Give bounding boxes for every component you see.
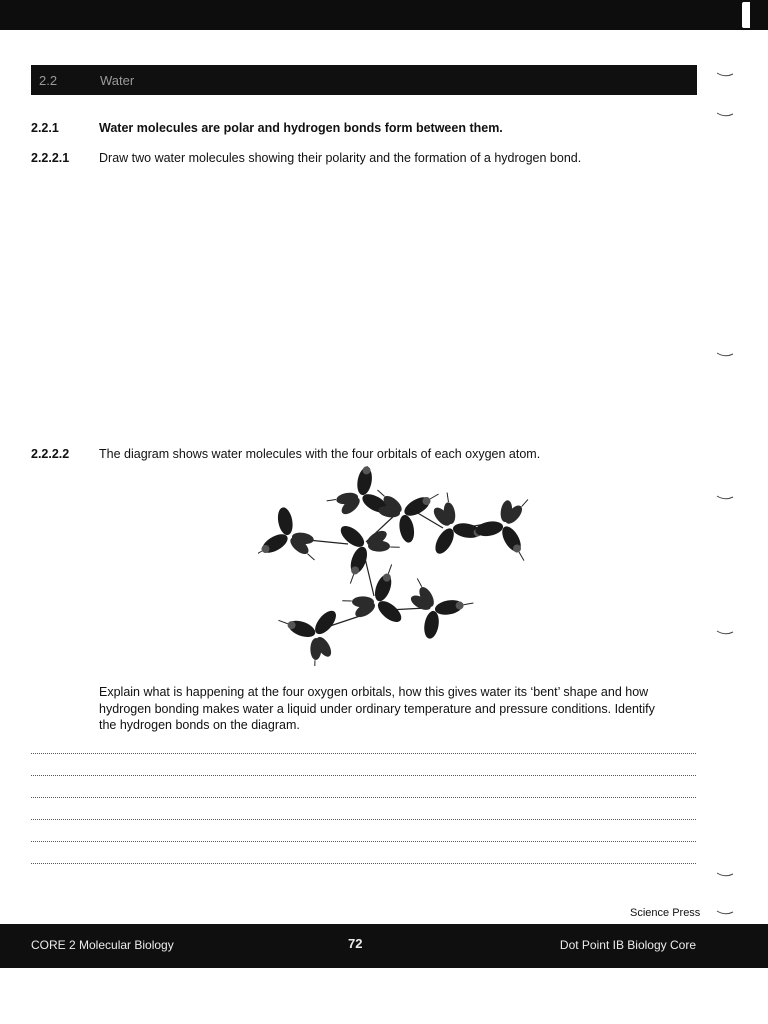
margin-tick-1 bbox=[716, 72, 734, 78]
explain-paragraph bbox=[99, 684, 699, 734]
page-edge-tab bbox=[742, 2, 750, 28]
margin-tick-4 bbox=[716, 495, 734, 501]
explain-line-2: hydrogen bonding makes water a liquid under ordinary temperature and pressure conditions. Identify bbox=[99, 701, 655, 716]
footer-book-title: Dot Point IB Biology Core bbox=[559, 938, 696, 952]
molecule-left bbox=[258, 498, 325, 585]
question-1-text: Draw two water molecules showing their polarity and the formation of a hydrogen bond. bbox=[99, 151, 582, 165]
section-title: Water bbox=[100, 73, 135, 88]
margin-tick-5 bbox=[716, 630, 734, 636]
molecule-lower-center bbox=[338, 553, 420, 635]
water-orbital-diagram bbox=[258, 466, 548, 666]
explain-line-3: the hydrogen bonds on the diagram. bbox=[99, 718, 300, 732]
margin-tick-7 bbox=[716, 910, 734, 916]
molecule-upper-right-b bbox=[466, 489, 548, 576]
molecule-bottom-left bbox=[267, 592, 349, 666]
section-banner bbox=[31, 65, 697, 95]
top-black-bar bbox=[0, 0, 768, 30]
heading-number: 2.2.1 bbox=[31, 121, 59, 135]
answer-line-4[interactable] bbox=[31, 819, 696, 820]
footer-page-number: 72 bbox=[348, 936, 363, 951]
answer-line-5[interactable] bbox=[31, 841, 696, 842]
margin-tick-6 bbox=[716, 872, 734, 878]
molecule-center bbox=[322, 514, 404, 596]
margin-tick-2 bbox=[716, 112, 734, 118]
answer-line-3[interactable] bbox=[31, 797, 696, 798]
answer-line-6[interactable] bbox=[31, 863, 696, 864]
answer-line-2[interactable] bbox=[31, 775, 696, 776]
section-number: 2.2 bbox=[39, 73, 58, 88]
explain-line-1: Explain what is happening at the four oxygen orbitals, how this gives water its ‘bent’ shape and how bbox=[99, 685, 649, 699]
page-footer bbox=[0, 924, 768, 968]
heading-text: Water molecules are polar and hydrogen bonds form between them. bbox=[99, 121, 503, 135]
question-2-number: 2.2.2.2 bbox=[31, 447, 70, 461]
footer-chapter: CORE 2 Molecular Biology bbox=[31, 938, 174, 952]
molecule-lower-right bbox=[405, 570, 479, 644]
publisher-label: Science Press bbox=[630, 907, 701, 919]
answer-line-1[interactable] bbox=[31, 753, 696, 754]
margin-tick-3 bbox=[716, 352, 734, 358]
question-2-text: The diagram shows water molecules with the four orbitals of each oxygen atom. bbox=[99, 447, 541, 461]
question-1-number: 2.2.2.1 bbox=[31, 151, 70, 165]
